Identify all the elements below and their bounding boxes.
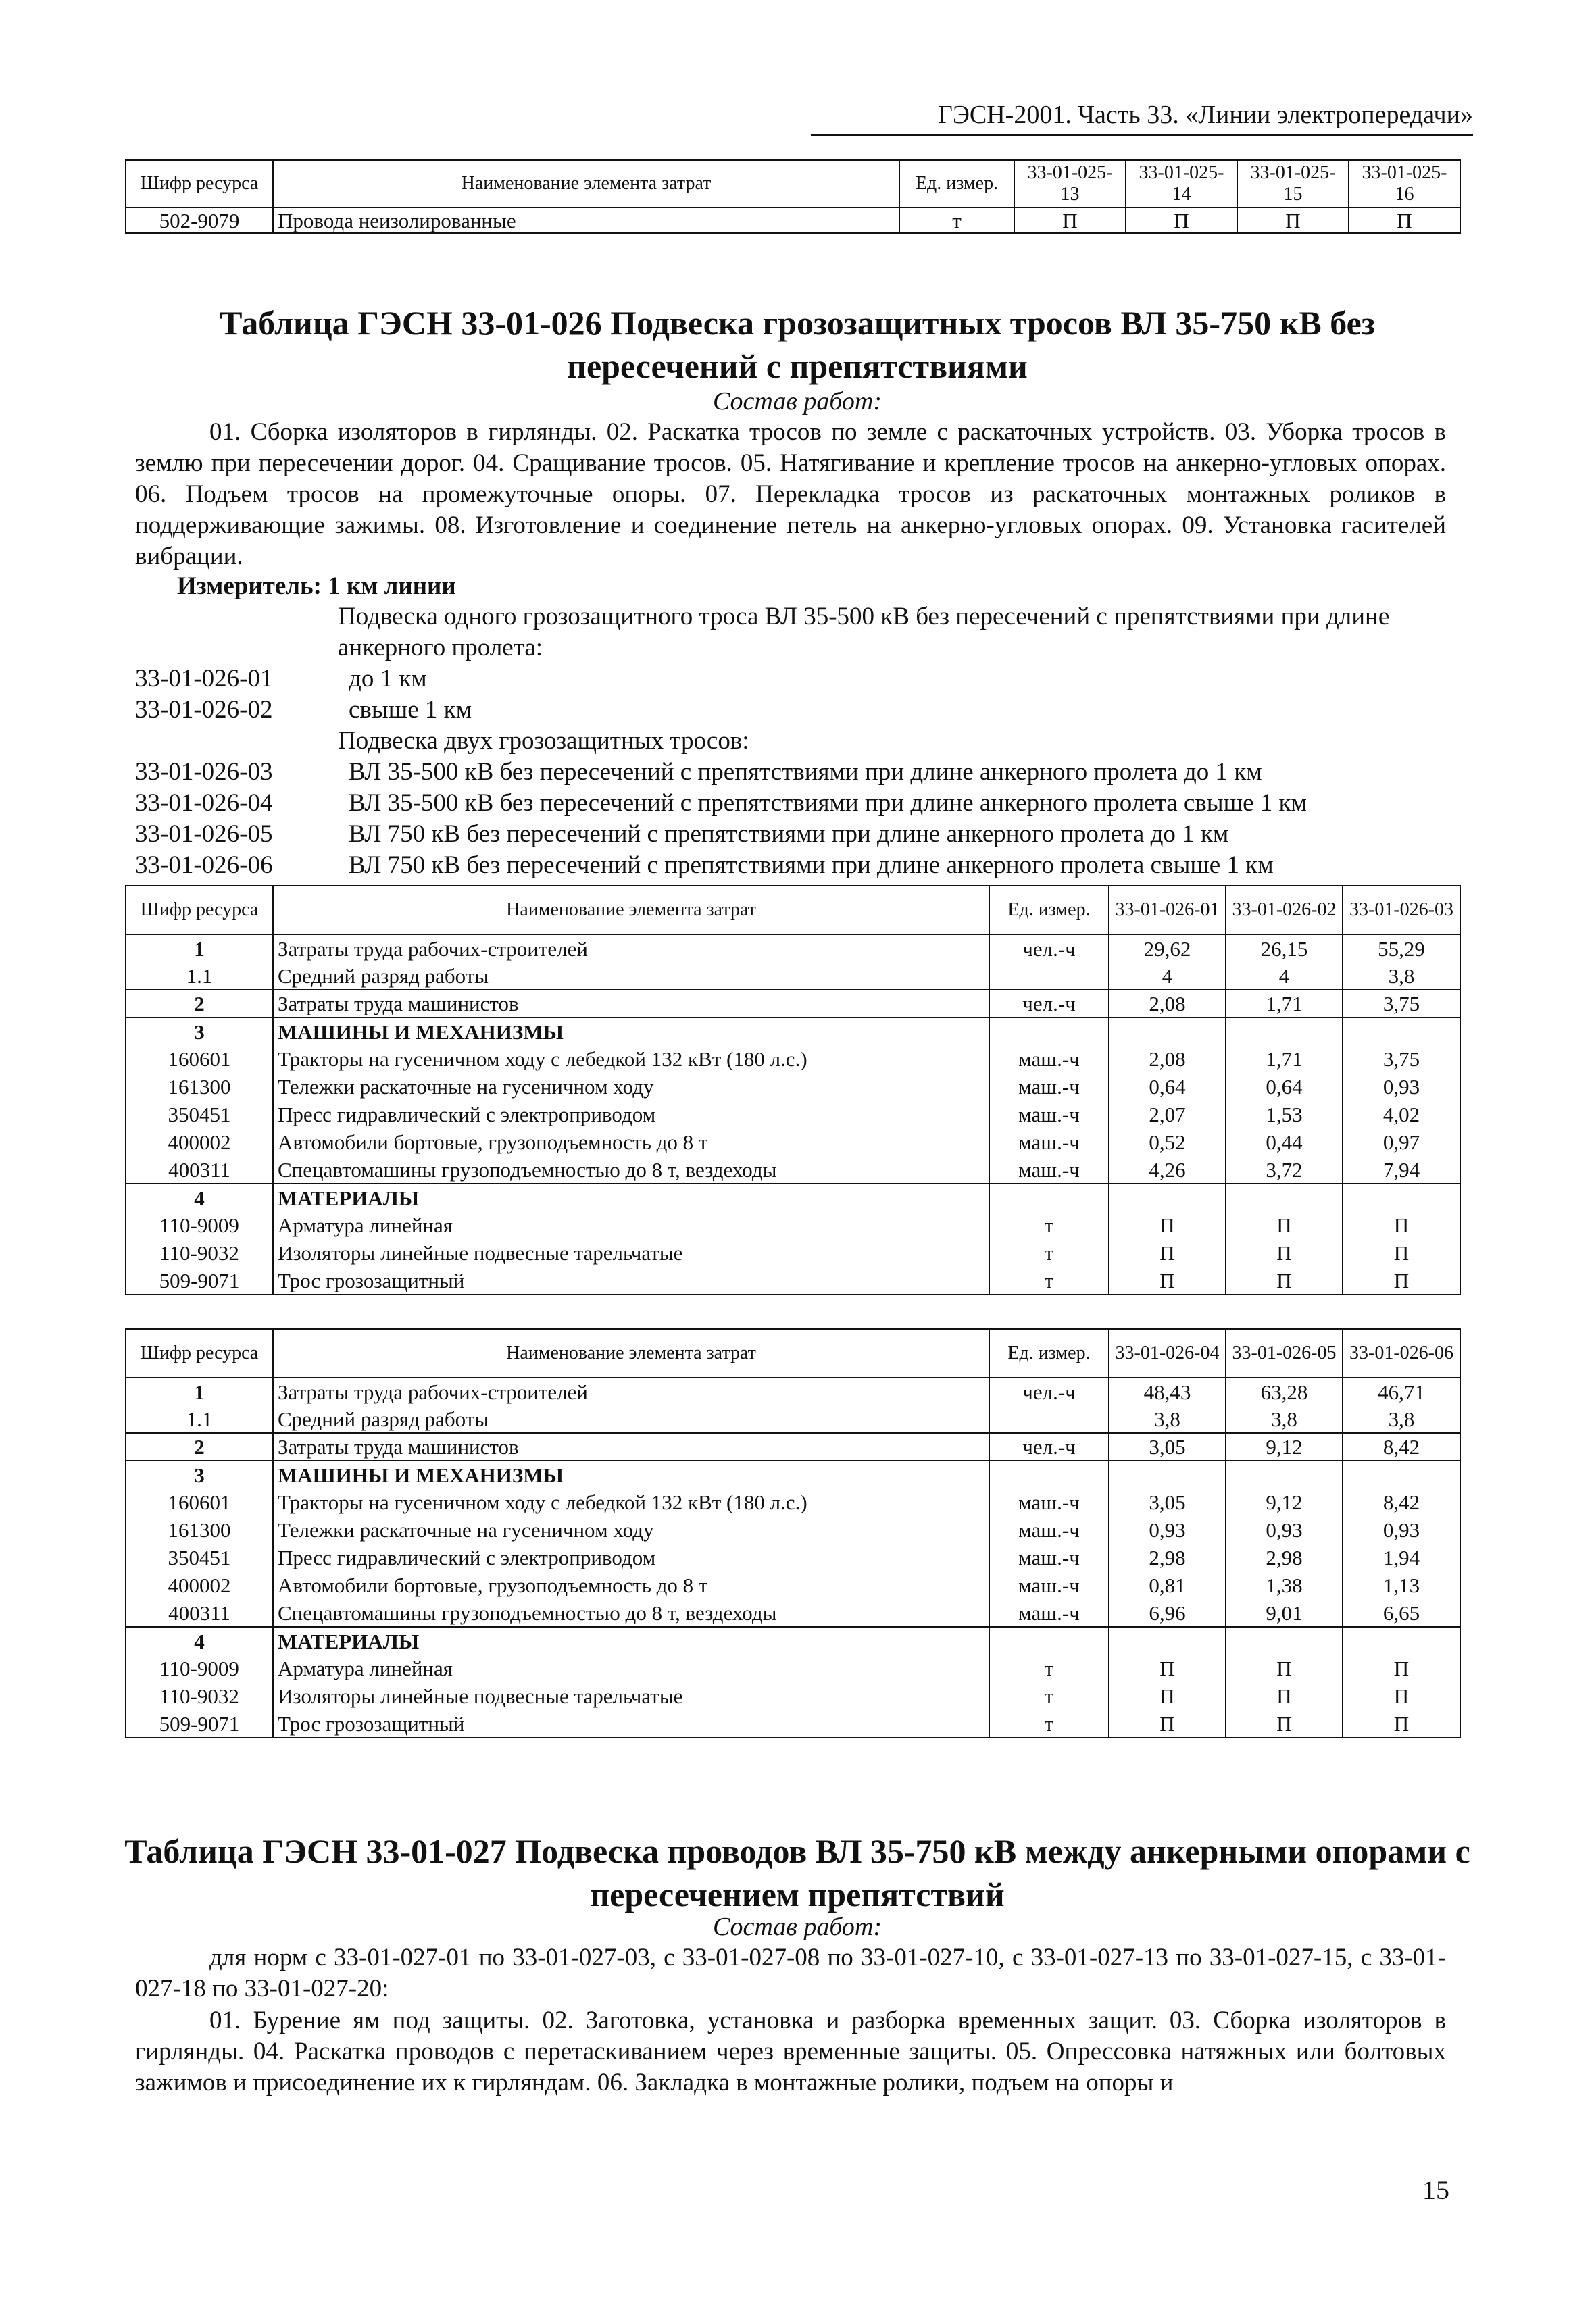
page-number: 15 [1422,2175,1449,2205]
cell-value [1343,1184,1460,1211]
cell-unit: маш.-ч [989,1156,1109,1184]
cell-value: 0,93 [1226,1516,1343,1544]
cell-value: 55,29 [1343,934,1460,962]
cell-name: Тележки раскаточные на гусеничном ходу [273,1516,989,1544]
cell-name: Трос грозозащитный [273,1710,989,1738]
spec-item [135,695,1460,726]
cell-value: П [1343,1267,1460,1294]
table-row [126,1433,1460,1461]
cell-value: 0,93 [1109,1516,1226,1544]
cell-value: 29,62 [1109,934,1226,962]
cell-value: 0,64 [1109,1073,1226,1101]
cell-unit [989,1461,1109,1488]
table-row [126,1211,1460,1239]
cell-unit: маш.-ч [989,1073,1109,1101]
cell-name: Спецавтомашины грузоподъемностью до 8 т, вездеходы [273,1599,989,1627]
header-col-1: 33-01-025-13 [1014,160,1126,207]
header-col-3: 33-01-026-03 [1343,886,1460,934]
spec-item [135,663,1460,695]
cell-name: Арматура линейная [273,1655,989,1682]
cell-value [1343,1461,1460,1488]
cell-value: 2,07 [1109,1101,1226,1128]
cell-value: П [1226,1655,1343,1682]
cell-code: 2 [126,1433,273,1461]
cell-name: МАШИНЫ И МЕХАНИЗМЫ [273,1461,989,1488]
composition-text: 01. Сборка изоляторов в гирлянды. 02. Раскатка тросов по земле с раскаточных устройств. 03. Уборка тросов в землю при пересечении дорог. 04. Сращивание тросов. 05. Натягивание и крепление тросов на анкерно-угловых опорах. 06. Подъем тросов на промежуточные опоры. 07. Перекладка тросов из раскаточных монтажных роликов в поддерживающие зажимы. 08. Изготовление и соединение петель на анкерно-угловых опорах. 09. Установка гасителей вибрации. [135,418,1446,570]
cell-value: 8,42 [1343,1433,1460,1461]
spec-code: 33-01-026-05 [135,820,273,848]
cell-value: П [1343,1682,1460,1710]
cell-value: П [1226,1710,1343,1738]
cell-value [1226,1627,1343,1655]
cell-code: 1.1 [126,1405,273,1433]
composition-text: 01. Бурение ям под защиты. 02. Заготовка, установка и разборка временных защит. 03. Сборка изоляторов в гирлянды. 04. Раскатка проводов с перетаскиванием через временные защиты. 05. Опрессовка натяжных или болтовых зажимов и присоединение их к гирляндам. 06. Закладка в монтажные ролики, подъем на опоры и [135,2007,1446,2096]
cell-name: Автомобили бортовые, грузоподъемность до 8 т [273,1571,989,1599]
cell-value: 4 [1109,962,1226,990]
cell-value: П [1349,207,1460,233]
cell-value: 3,05 [1109,1488,1226,1516]
spec-text: до 1 км [349,665,427,693]
table-row [126,1571,1460,1599]
header-col-3: 33-01-026-06 [1343,1329,1460,1378]
cell-code: 4 [126,1184,273,1211]
cell-name: Пресс гидравлический с электроприводом [273,1101,989,1128]
cell-unit: маш.-ч [989,1488,1109,1516]
cell-name: Тракторы на гусеничном ходу с лебедкой 132 кВт (180 л.с.) [273,1045,989,1073]
cell-value: П [1126,207,1237,233]
table-row [126,1073,1460,1101]
cell-code: 110-9009 [126,1211,273,1239]
cell-value [1109,1461,1226,1488]
table-row [126,962,1460,990]
header-col-2: 33-01-026-02 [1226,886,1343,934]
table-row [126,1128,1460,1156]
cell-value: 3,72 [1226,1156,1343,1184]
header-unit: Ед. измер. [899,160,1014,207]
table-row [126,1655,1460,1682]
table-row [126,1516,1460,1544]
cell-unit [989,1405,1109,1433]
header-code: Шифр ресурса [126,160,273,207]
table-row [126,1544,1460,1571]
scope-text: для норм с 33-01-027-01 по 33-01-027-03, с 33-01-027-08 по 33-01-027-10, с 33-01-027-13 по 33-01-027-15, с 33-01-027-18 по 33-01-027-20: [135,1944,1446,2003]
cell-unit: т [989,1682,1109,1710]
cell-value: П [1226,1682,1343,1710]
cell-value [1226,1461,1343,1488]
cell-value [1343,1017,1460,1045]
spec-text: ВЛ 35-500 кВ без пересечений с препятствиями при длине анкерного пролета до 1 км [349,758,1262,786]
resource-table-b [125,1328,1461,1738]
cell-value [1343,1627,1460,1655]
cell-value: П [1343,1655,1460,1682]
cell-value: 0,64 [1226,1073,1343,1101]
cell-name: Трос грозозащитный [273,1267,989,1294]
cell-code: 400311 [126,1599,273,1627]
cell-value: П [1109,1211,1226,1239]
cell-unit: т [989,1655,1109,1682]
cell-value: П [1343,1211,1460,1239]
cell-value [1109,1627,1226,1655]
cell-value: 0,52 [1109,1128,1226,1156]
cell-value: 1,38 [1226,1571,1343,1599]
cell-value: П [1109,1682,1226,1710]
cell-value: 0,97 [1343,1128,1460,1156]
cell-name: МАТЕРИАЛЫ [273,1627,989,1655]
cell-value: 3,05 [1109,1433,1226,1461]
cell-name: Средний разряд работы [273,1405,989,1433]
cell-value: П [1237,207,1349,233]
spec-list [135,601,1460,881]
cell-unit: маш.-ч [989,1101,1109,1128]
table-row [126,990,1460,1017]
cell-unit: маш.-ч [989,1599,1109,1627]
header-col-1: 33-01-026-01 [1109,886,1226,934]
spec-text: ВЛ 35-500 кВ без пересечений с препятствиями при длине анкерного пролета свыше 1 км [349,789,1307,817]
cell-value [1226,1184,1343,1211]
cell-code: 110-9032 [126,1682,273,1710]
cell-unit: маш.-ч [989,1516,1109,1544]
cell-value: 6,65 [1343,1599,1460,1627]
composition-label: Состав работ: [712,1913,882,1941]
header-code: Шифр ресурса [126,886,273,934]
cell-code: 4 [126,1627,273,1655]
cell-value: П [1226,1239,1343,1267]
header-name: Наименование элемента затрат [273,1329,989,1378]
cell-value: 3,8 [1343,1405,1460,1433]
cell-unit [989,1017,1109,1045]
table-row [126,1184,1460,1211]
cell-code: 161300 [126,1073,273,1101]
cell-unit: маш.-ч [989,1128,1109,1156]
cell-value: 2,08 [1109,1045,1226,1073]
cell-code: 1.1 [126,962,273,990]
cell-name: Спецавтомашины грузоподъемностью до 8 т, вездеходы [273,1156,989,1184]
spec-item [135,788,1460,819]
cell-value: 3,75 [1343,990,1460,1017]
spec-code: 33-01-026-04 [135,789,273,817]
cell-unit: чел.-ч [989,1433,1109,1461]
table-row [126,1461,1460,1488]
cell-code: 1 [126,1378,273,1405]
cell-unit [989,962,1109,990]
cell-value: 1,13 [1343,1571,1460,1599]
cell-value: 2,08 [1109,990,1226,1017]
cell-value: 6,96 [1109,1599,1226,1627]
spec-text: ВЛ 750 кВ без пересечений с препятствиями при длине анкерного пролета свыше 1 км [349,851,1274,879]
table-row [126,1627,1460,1655]
cell-code: 400311 [126,1156,273,1184]
cell-code: 502-9079 [126,207,273,233]
cell-code: 160601 [126,1488,273,1516]
cell-value [1226,1017,1343,1045]
cell-value: 2,98 [1109,1544,1226,1571]
cell-name: Средний разряд работы [273,962,989,990]
cell-value: П [1014,207,1126,233]
cell-value: 63,28 [1226,1378,1343,1405]
header-col-1: 33-01-026-04 [1109,1329,1226,1378]
cell-code: 161300 [126,1516,273,1544]
cell-value: 0,81 [1109,1571,1226,1599]
cell-code: 2 [126,990,273,1017]
spec-code: 33-01-026-01 [135,665,273,693]
cell-value: П [1343,1710,1460,1738]
cell-code: 509-9071 [126,1267,273,1294]
cell-name: МАШИНЫ И МЕХАНИЗМЫ [273,1017,989,1045]
table-row [126,207,1460,233]
header-col-2: 33-01-025-14 [1126,160,1237,207]
cell-unit: т [989,1267,1109,1294]
cell-code: 400002 [126,1571,273,1599]
cell-unit: т [899,207,1014,233]
resource-table-a [125,885,1461,1295]
spec-intro: Подвеска одного грозозащитного троса ВЛ 35-500 кВ без пересечений с препятствиями при длине анкерного пролета: [338,603,1390,661]
table-row [126,1239,1460,1267]
spec-code: 33-01-026-02 [135,696,273,724]
cell-value: 46,71 [1343,1378,1460,1405]
cell-unit: т [989,1239,1109,1267]
meter-label: Измеритель: 1 км линии [177,572,456,600]
cell-name: Тележки раскаточные на гусеничном ходу [273,1073,989,1101]
cell-value: 3,75 [1343,1045,1460,1073]
cell-name: Затраты труда рабочих-строителей [273,1378,989,1405]
cell-value: П [1109,1710,1226,1738]
table-row [126,1488,1460,1516]
cell-value: 1,53 [1226,1101,1343,1128]
cell-code: 1 [126,934,273,962]
cell-value: П [1226,1211,1343,1239]
cell-code: 3 [126,1017,273,1045]
spec-item [135,757,1460,788]
cell-value: 0,44 [1226,1128,1343,1156]
cell-value: 3,8 [1226,1405,1343,1433]
cell-value: П [1109,1239,1226,1267]
cell-value: П [1226,1267,1343,1294]
cell-value: 9,12 [1226,1488,1343,1516]
table-row [126,1017,1460,1045]
cell-code: 350451 [126,1101,273,1128]
cell-unit: т [989,1211,1109,1239]
composition-label: Состав работ: [712,387,882,416]
table-row [126,1156,1460,1184]
cell-unit: маш.-ч [989,1045,1109,1073]
cell-value: П [1343,1239,1460,1267]
cell-unit [989,1184,1109,1211]
cell-code: 3 [126,1461,273,1488]
cell-value: 7,94 [1343,1156,1460,1184]
cell-value: 0,93 [1343,1516,1460,1544]
title-line-1: Таблица ГЭСН 33-01-027 Подвеска проводов ВЛ 35-750 кВ между анкерными опорами с [124,1832,1470,1870]
header-unit: Ед. измер. [989,1329,1109,1378]
spec-text: свыше 1 км [349,696,472,724]
header-col-3: 33-01-025-15 [1237,160,1349,207]
spec-item [135,850,1460,881]
cell-value: 4,26 [1109,1156,1226,1184]
table-row [126,1378,1460,1405]
header-col-4: 33-01-025-16 [1349,160,1460,207]
title-line-1: Таблица ГЭСН 33-01-026 Подвеска грозозащитных тросов ВЛ 35-750 кВ без [220,304,1375,342]
spec-intro: Подвеска двух грозозащитных тросов: [338,727,749,755]
cell-value: 26,15 [1226,934,1343,962]
cell-unit: чел.-ч [989,1378,1109,1405]
cell-unit: маш.-ч [989,1571,1109,1599]
title-line-2: пересечением препятствий [590,1876,1005,1913]
cell-unit: маш.-ч [989,1544,1109,1571]
table-026-title [101,301,1493,388]
cell-name: МАТЕРИАЛЫ [273,1184,989,1211]
cell-name: Изоляторы линейные подвесные тарельчатые [273,1682,989,1710]
header-unit: Ед. измер. [989,886,1109,934]
cell-code: 160601 [126,1045,273,1073]
cell-value [1109,1184,1226,1211]
cell-name: Затраты труда машинистов [273,1433,989,1461]
cell-value [1109,1017,1226,1045]
cell-code: 350451 [126,1544,273,1571]
title-line-2: пересечений с препятствиями [567,347,1028,385]
cell-value: 4 [1226,962,1343,990]
running-header: ГЭСН-2001. Часть 33. «Линии электропередачи» [811,100,1473,136]
top-table [125,159,1461,234]
table-row [126,1405,1460,1433]
spec-text: ВЛ 750 кВ без пересечений с препятствиями при длине анкерного пролета до 1 км [349,820,1229,848]
cell-name: Пресс гидравлический с электроприводом [273,1544,989,1571]
table-027-title [101,1830,1493,1916]
cell-unit: чел.-ч [989,934,1109,962]
table-row [126,1101,1460,1128]
cell-code: 400002 [126,1128,273,1156]
cell-value: 3,8 [1343,962,1460,990]
cell-value: 3,8 [1109,1405,1226,1433]
cell-name: Затраты труда рабочих-строителей [273,934,989,962]
cell-unit: чел.-ч [989,990,1109,1017]
header-name: Наименование элемента затрат [273,160,899,207]
cell-code: 110-9032 [126,1239,273,1267]
cell-value: 48,43 [1109,1378,1226,1405]
spec-code: 33-01-026-03 [135,758,273,786]
cell-unit: т [989,1710,1109,1738]
table-row [126,1710,1460,1738]
cell-code: 110-9009 [126,1655,273,1682]
cell-value: 1,71 [1226,1045,1343,1073]
table-row [126,1599,1460,1627]
cell-value: 1,94 [1343,1544,1460,1571]
cell-name: Затраты труда машинистов [273,990,989,1017]
cell-value: П [1109,1267,1226,1294]
cell-name: Провода неизолированные [273,207,899,233]
table-row [126,934,1460,962]
cell-value: 4,02 [1343,1101,1460,1128]
cell-name: Тракторы на гусеничном ходу с лебедкой 132 кВт (180 л.с.) [273,1488,989,1516]
cell-name: Арматура линейная [273,1211,989,1239]
table-row [126,1682,1460,1710]
table-row [126,1267,1460,1294]
cell-name: Изоляторы линейные подвесные тарельчатые [273,1239,989,1267]
cell-code: 509-9071 [126,1710,273,1738]
header-code: Шифр ресурса [126,1329,273,1378]
cell-name: Автомобили бортовые, грузоподъемность до 8 т [273,1128,989,1156]
cell-value: 0,93 [1343,1073,1460,1101]
header-name: Наименование элемента затрат [273,886,989,934]
cell-value: 1,71 [1226,990,1343,1017]
table-row [126,1045,1460,1073]
cell-value: 2,98 [1226,1544,1343,1571]
spec-code: 33-01-026-06 [135,851,273,879]
cell-value: П [1109,1655,1226,1682]
cell-unit [989,1627,1109,1655]
header-col-2: 33-01-026-05 [1226,1329,1343,1378]
cell-value: 8,42 [1343,1488,1460,1516]
cell-value: 9,01 [1226,1599,1343,1627]
spec-item [135,819,1460,850]
cell-value: 9,12 [1226,1433,1343,1461]
